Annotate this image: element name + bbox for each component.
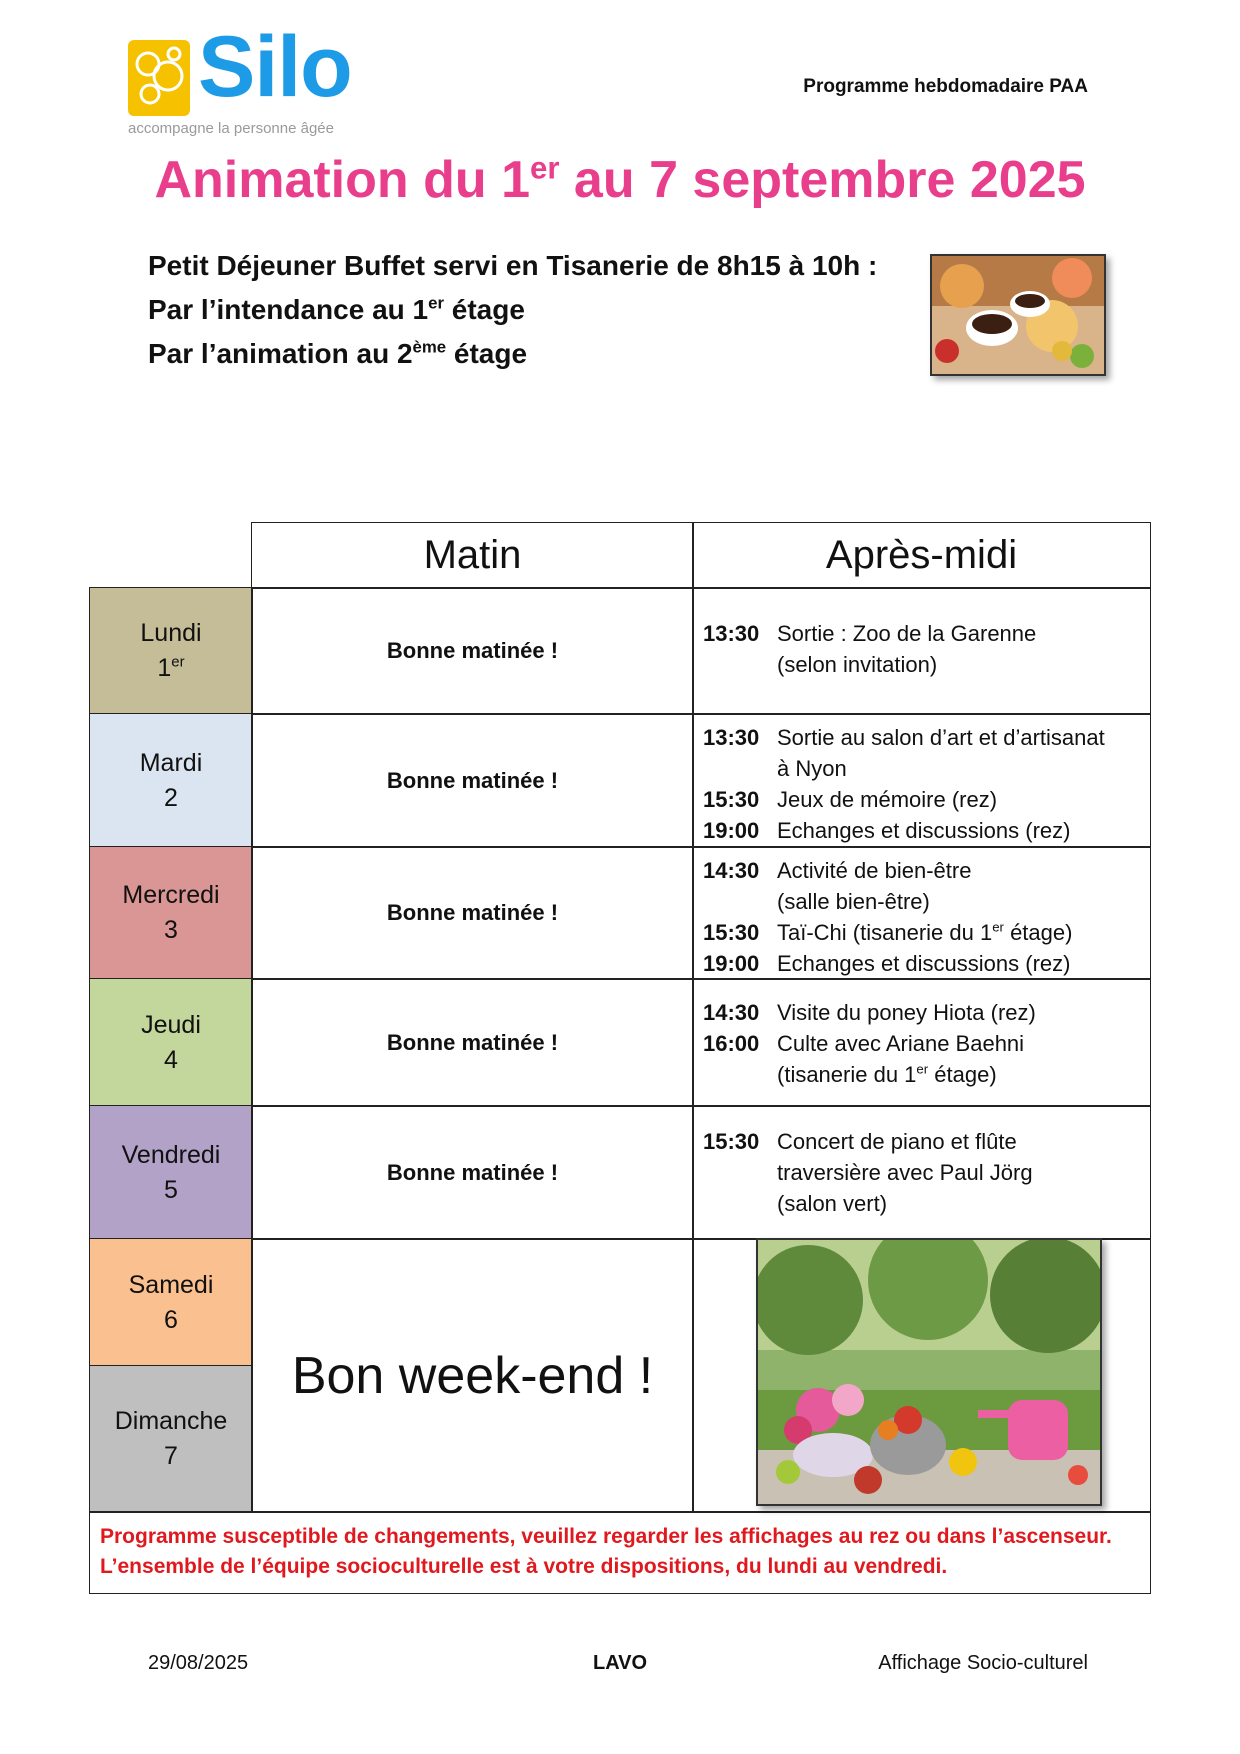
day-number: 2: [164, 783, 178, 812]
activity-item: (tisanerie du 1er étage): [777, 1061, 997, 1087]
day-name: Mardi: [139, 748, 203, 777]
footer-date: 29/08/2025: [148, 1652, 249, 1674]
day-cell-wednesday: [89, 846, 253, 980]
day-name: Dimanche: [114, 1407, 228, 1435]
day-number: 6: [164, 1305, 178, 1334]
program-label: Programme hebdomadaire PAA: [803, 76, 1088, 97]
column-header-morning: Matin: [251, 522, 694, 589]
notice-line: L’ensemble de l’équipe socioculturelle est à votre dispositions, du lundi au vendredi.: [100, 1555, 948, 1578]
footer-label: Affichage Socio-culturel: [878, 1652, 1088, 1674]
activity-item: 14:30 Visite du poney Hiota (rez): [703, 1000, 1036, 1025]
morning-cell-thursday: Bonne matinée !: [251, 978, 694, 1107]
day-name: Vendredi: [121, 1140, 221, 1169]
day-name: Mercredi: [122, 881, 220, 909]
day-cell-sunday: [89, 1365, 253, 1513]
day-name: Lundi: [140, 619, 202, 647]
afternoon-cell-tuesday: [692, 713, 1151, 848]
activity-item: 13:30 Sortie au salon d’art et d’artisanat: [703, 725, 1105, 750]
day-name: Jeudi: [141, 1010, 201, 1039]
day-number: 4: [164, 1045, 178, 1074]
day-cell-tuesday: [89, 713, 253, 848]
breakfast-line: Petit Déjeuner Buffet servi en Tisanerie de 8h15 à 10h :: [148, 250, 878, 281]
morning-cell-monday: Bonne matinée !: [251, 587, 694, 715]
breakfast-line: Par l’animation au 2ème étage: [148, 337, 528, 369]
activity-item: 15:30 Taï-Chi (tisanerie du 1er étage): [703, 919, 1073, 945]
breakfast-info: [148, 244, 877, 376]
day-cell-saturday: [89, 1238, 253, 1367]
breakfast-photo: [930, 254, 1106, 376]
footer-code: LAVO: [593, 1652, 648, 1674]
silo-logo: [128, 19, 388, 140]
logo-tagline: accompagne la personne âgée: [128, 120, 334, 137]
activity-item: 14:30 Activité de bien-être: [703, 858, 972, 883]
afternoon-cell-friday: [692, 1105, 1151, 1240]
notice-line: Programme susceptible de changements, veuillez regarder les affichages au rez ou dans l’ascenseur.: [100, 1525, 1112, 1548]
breakfast-line: Par l’intendance au 1er étage: [148, 293, 525, 325]
logo-wordmark: Silo: [198, 19, 352, 115]
activity-item: 15:30 Concert de piano et flûte: [703, 1129, 1017, 1154]
afternoon-cell-monday: [692, 587, 1151, 715]
day-cell-thursday: [89, 978, 253, 1107]
day-number: 7: [164, 1442, 178, 1470]
activity-item: traversière avec Paul Jörg: [777, 1160, 1033, 1185]
afternoon-cell-thursday: [692, 978, 1151, 1107]
activity-item: 19:00 Echanges et discussions (rez): [703, 951, 1071, 976]
weekend-message: Bon week-end !: [251, 1238, 694, 1513]
morning-cell-tuesday: Bonne matinée !: [251, 713, 694, 848]
morning-cell-friday: Bonne matinée !: [251, 1105, 694, 1240]
afternoon-cell-wednesday: [692, 846, 1151, 980]
day-name: Samedi: [128, 1270, 214, 1299]
activity-item: (selon invitation): [777, 652, 938, 677]
activity-item: 15:30 Jeux de mémoire (rez): [703, 787, 998, 812]
page-title: Animation du 1er au 7 septembre 2025: [154, 150, 1086, 209]
activity-item: 19:00 Echanges et discussions (rez): [703, 818, 1071, 843]
activity-item: (salon vert): [777, 1191, 888, 1216]
activity-item: 16:00 Culte avec Ariane Baehni: [703, 1031, 1025, 1056]
activity-item: 13:30 Sortie : Zoo de la Garenne: [703, 621, 1037, 646]
day-number: 3: [164, 916, 178, 944]
activity-item: (salle bien-être): [777, 889, 930, 914]
morning-cell-wednesday: Bonne matinée !: [251, 846, 694, 980]
day-cell-friday: [89, 1105, 253, 1240]
notice-box: [89, 1511, 1151, 1594]
day-number: 5: [164, 1175, 178, 1204]
day-cell-monday: [89, 587, 253, 715]
garden-photo: [756, 1238, 1102, 1506]
day-number: 1er: [157, 653, 185, 682]
column-header-afternoon: Après-midi: [692, 522, 1151, 589]
logo-circles-icon: [128, 40, 190, 116]
activity-item: à Nyon: [777, 756, 847, 781]
